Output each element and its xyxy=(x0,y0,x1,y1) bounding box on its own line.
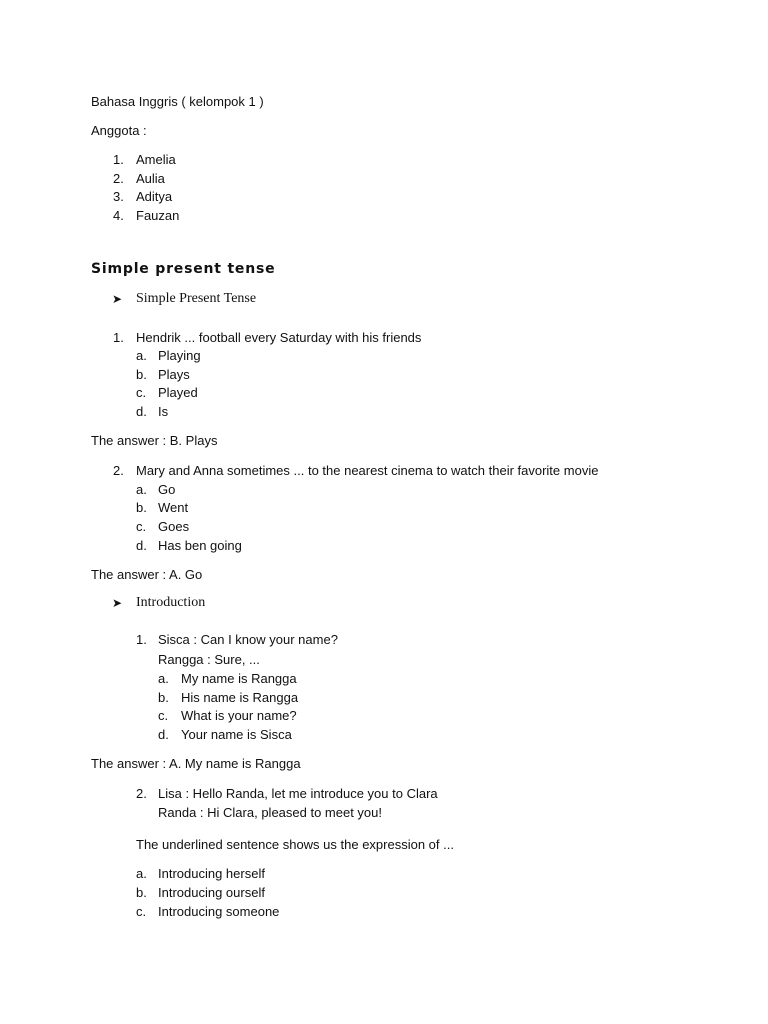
dialog-line: Sisca : Can I know your name? xyxy=(158,632,338,647)
option-text: Your name is Sisca xyxy=(181,727,292,742)
option-letter: c. xyxy=(136,519,147,534)
answer-text: The answer : B. Plays xyxy=(91,433,218,448)
option-letter: d. xyxy=(136,538,147,553)
option-text: Played xyxy=(158,385,198,400)
option-text: Introducing herself xyxy=(158,866,265,881)
option-letter: c. xyxy=(136,385,147,400)
option-letter: c. xyxy=(136,904,147,919)
topic-title: Simple Present Tense xyxy=(136,291,257,306)
answer-text: The answer : A. My name is Rangga xyxy=(91,756,301,771)
option-text: Has ben going xyxy=(158,538,242,553)
option-text: Go xyxy=(158,482,176,497)
question-text: Hendrik ... football every Saturday with his friends xyxy=(136,330,422,345)
question-number: 1. xyxy=(113,330,124,345)
option-letter: a. xyxy=(136,482,147,497)
member-number: 4. xyxy=(113,208,124,223)
member-name: Aditya xyxy=(136,189,173,204)
arrow-bullet-icon: ➤ xyxy=(112,292,123,306)
option-text: Introducing ourself xyxy=(158,885,265,900)
option-text: What is your name? xyxy=(181,708,297,723)
member-name: Amelia xyxy=(136,152,176,167)
option-letter: a. xyxy=(136,866,147,881)
option-text: Went xyxy=(158,500,189,515)
topic-title: Introduction xyxy=(136,595,206,610)
member-number: 2. xyxy=(113,171,124,186)
members-label: Anggota : xyxy=(91,123,147,138)
member-name: Aulia xyxy=(136,171,165,186)
question-number: 2. xyxy=(113,463,124,478)
option-text: Playing xyxy=(158,348,201,363)
option-text: My name is Rangga xyxy=(181,671,297,686)
document-title: Bahasa Inggris ( kelompok 1 ) xyxy=(91,94,264,109)
section-heading: Simple present tense xyxy=(91,261,276,277)
answer-text: The answer : A. Go xyxy=(91,567,203,582)
dialog-line: Lisa : Hello Randa, let me introduce you to Clara xyxy=(158,786,438,801)
member-number: 1. xyxy=(113,152,124,167)
dialog-line: Rangga : Sure, ... xyxy=(158,652,260,667)
question-number: 1. xyxy=(136,632,147,647)
option-text: Plays xyxy=(158,367,190,382)
option-letter: a. xyxy=(158,671,169,686)
member-number: 3. xyxy=(113,189,124,204)
question-number: 2. xyxy=(136,786,147,801)
option-letter: d. xyxy=(136,404,147,419)
option-letter: a. xyxy=(136,348,147,363)
question-text: Mary and Anna sometimes ... to the nearest cinema to watch their favorite movie xyxy=(136,463,599,478)
option-text: Is xyxy=(158,404,169,419)
option-letter: c. xyxy=(158,708,169,723)
option-letter: d. xyxy=(158,727,169,742)
option-text: His name is Rangga xyxy=(181,690,299,705)
option-letter: b. xyxy=(158,690,169,705)
arrow-bullet-icon: ➤ xyxy=(112,596,123,610)
dialog-line: Randa : Hi Clara, pleased to meet you! xyxy=(158,805,383,820)
option-text: Introducing someone xyxy=(158,904,280,919)
question-prompt: The underlined sentence shows us the expression of ... xyxy=(136,837,454,852)
member-name: Fauzan xyxy=(136,208,180,223)
option-letter: b. xyxy=(136,885,147,900)
option-text: Goes xyxy=(158,519,190,534)
option-letter: b. xyxy=(136,500,147,515)
option-letter: b. xyxy=(136,367,147,382)
